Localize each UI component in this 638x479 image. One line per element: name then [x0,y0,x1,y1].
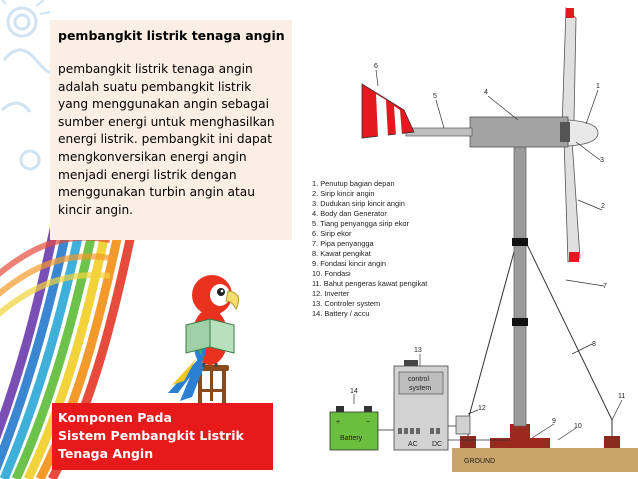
paragraph-line: adalah suatu pembangkit listrik [58,79,252,94]
paragraph-line: yang menggunakan angin sebagai [58,97,269,112]
inverter-box [456,416,470,434]
blade-tip-bottom [569,252,579,262]
caption-line: Tenaga Angin [58,446,154,461]
callout-number: 11 [618,393,626,400]
foundation [490,438,550,448]
legend-item: 2. Sirip kincir angin [312,189,375,198]
tower-band [512,238,528,246]
paragraph-line: mengkonversikan energi angin [58,149,247,164]
legend-item: 7. Pipa penyangga [312,239,374,248]
callout-number: 1 [596,83,600,90]
legend-item: 12. Inverter [312,289,350,298]
tail-boom [406,128,472,136]
legend-item: 11. Bahut pengeras kawat pengikat [312,279,428,288]
callout-number: 10 [574,423,582,430]
wire-anchor-left [460,436,476,448]
description-paragraph [58,61,286,219]
battery-label: Battery [340,435,363,442]
legend-item: 6. Sirip ekor [312,229,352,238]
hub-mount [560,122,570,142]
parrot-reading-illustration [150,265,245,405]
battery-plus: + [336,419,341,426]
callout-number: 13 [414,347,422,354]
callout-number: 9 [552,418,556,425]
paragraph-line: energi listrik. pembangkit ini dapat [58,132,273,147]
legend-item: 4. Body dan Generator [312,209,387,218]
callout-number: 3 [600,157,604,164]
wind-turbine-diagram [296,0,638,479]
legend-item: 3. Dudukan sirip kincir angin [312,199,405,208]
legend-item: 8. Kawat pengikat [312,249,371,258]
callout-number: 2 [601,203,605,210]
legend-item: 14. Battery / accu [312,309,370,318]
tower-band [512,318,528,326]
legend-item: 13. Controler system [312,299,381,308]
callout-number: 14 [350,388,358,395]
caption-line: Sistem Pembangkit Listrik [58,428,244,443]
legend-item: 10. Fondasi [312,269,351,278]
controller-dc-label: DC [432,441,443,448]
paragraph-line: kincir angin. [58,202,134,217]
legend-item: 5. Tiang penyangga sirip ekor [312,219,409,228]
callout-number: 12 [478,405,486,412]
description-text-box [50,20,292,240]
callout-number: 7 [603,283,607,290]
paragraph-line: menjadi energi listrik dengan [58,167,237,182]
paragraph-line: menggunakan turbin angin atau [58,185,255,200]
callout-number: 6 [374,63,378,70]
battery [330,406,378,450]
callout-number: 8 [592,341,596,348]
caption-box [52,403,273,470]
ground-label: GROUND [464,458,496,465]
legend-item: 9. Fondasi kincir angin [312,259,386,268]
paragraph-line: pembangkit listrik tenaga angin [58,62,253,76]
paragraph-line: sumber energi untuk menghasilkan [58,114,275,129]
controller-system-box [394,360,448,450]
battery-minus: − [366,419,371,426]
slide-title: pembangkit listrik tenaga angin [58,28,285,43]
controller-label: system [409,385,432,392]
wire-anchor-right [604,436,620,448]
sun-decoration [2,0,50,14]
tower-pole [514,142,526,426]
legend-item: 1. Penutup bagian depan [312,179,395,188]
callout-number: 5 [433,93,437,100]
blade-tip-top [566,8,574,18]
caption-line: Komponen Pada [58,410,172,425]
generator-body [470,117,568,147]
controller-ac-label: AC [408,441,418,448]
controller-label: control [408,376,430,383]
callout-number: 4 [484,89,488,96]
